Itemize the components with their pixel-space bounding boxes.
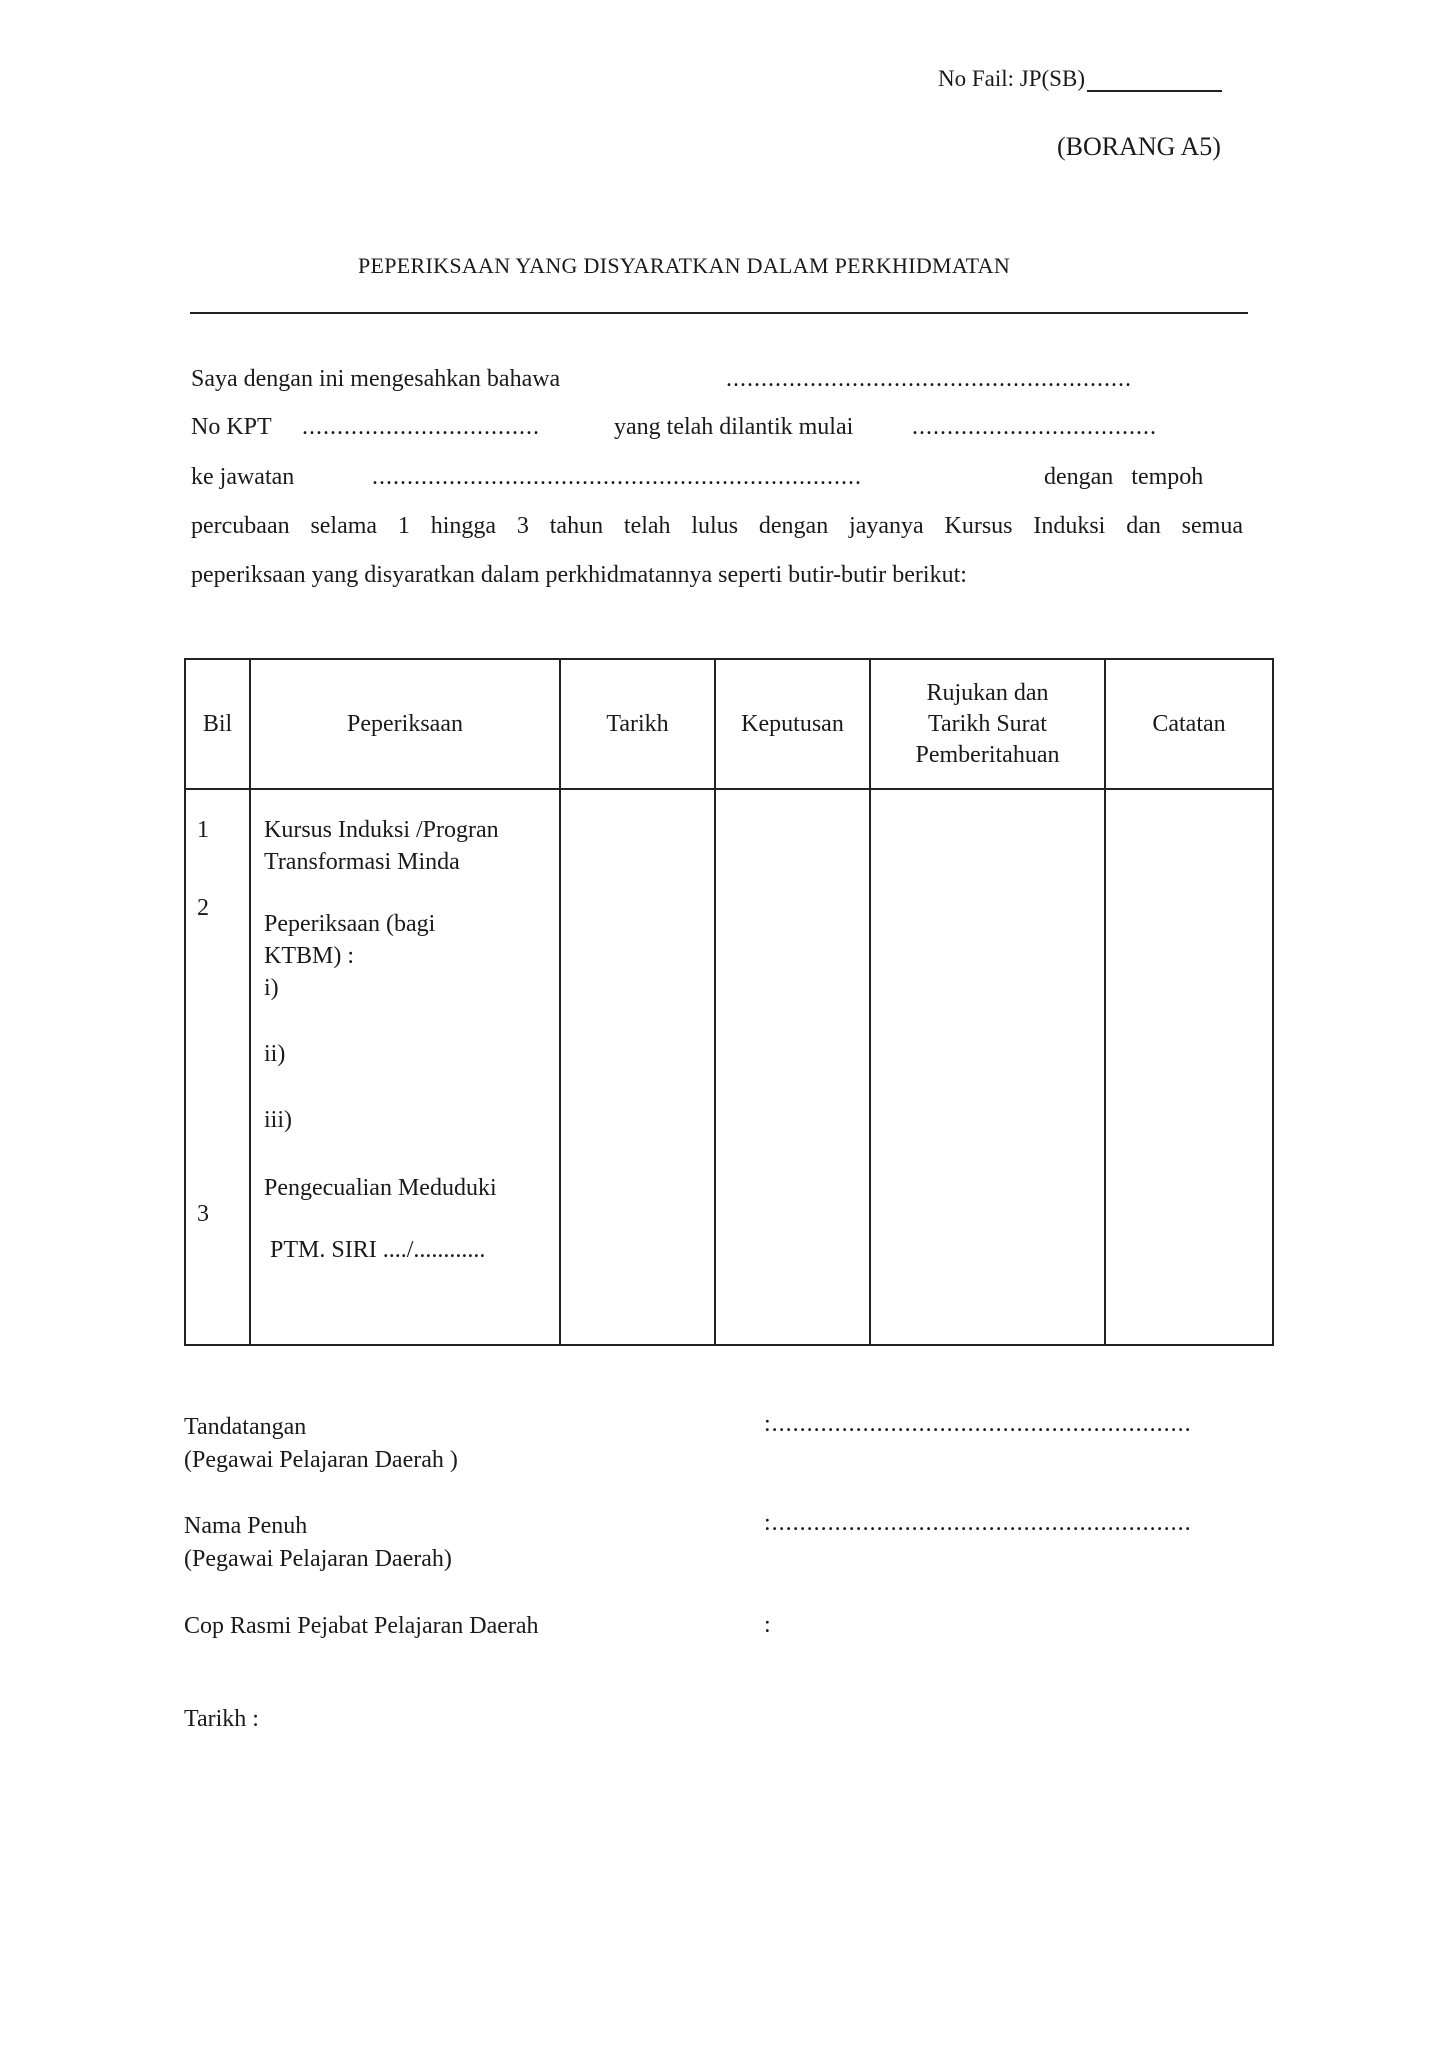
row-2-number: 2 — [197, 895, 209, 921]
tarikh-cell — [560, 789, 715, 1345]
file-number-blank — [1087, 68, 1222, 92]
row-1-number: 1 — [197, 817, 209, 843]
bil-cell — [185, 789, 250, 1345]
declaration-line-5: peperiksaan yang disyaratkan dalam perkhidmatannya seperti butir-butir berikut: — [191, 562, 967, 588]
table-header-row — [185, 659, 1273, 789]
table-body-row — [185, 789, 1273, 1345]
full-name-sublabel: (Pegawai Pelajaran Daerah) — [184, 1546, 452, 1572]
col-header-tarikh: Tarikh — [560, 659, 715, 789]
row-1-line-1: Kursus Induksi /Progran — [264, 817, 499, 843]
date-label: Tarikh : — [184, 1706, 259, 1732]
signature-sublabel: (Pegawai Pelajaran Daerah ) — [184, 1447, 458, 1473]
row-1-line-2: Transformasi Minda — [264, 849, 460, 875]
col-header-bil: Bil — [185, 659, 250, 789]
rujukan-line-2: Tarikh Surat — [928, 710, 1047, 737]
official-stamp-label: Cop Rasmi Pejabat Pelajaran Daerah — [184, 1613, 539, 1639]
row-2-item-ii: ii) — [264, 1041, 286, 1067]
catatan-cell — [1105, 789, 1273, 1345]
declaration-line-4: percubaan selama 1 hingga 3 tahun telah lulus dengan jayanya Kursus Induksi dan semua — [191, 513, 1243, 539]
row-2-line-2: KTBM) : — [264, 943, 354, 969]
rujukan-line-3: Pemberitahuan — [915, 741, 1060, 768]
signature-fill-dots: :............................................................ — [764, 1411, 1192, 1437]
signature-label: Tandatangan — [184, 1414, 307, 1440]
appointed-since-text: yang telah dilantik mulai — [614, 414, 854, 440]
row-2-line-1: Peperiksaan (bagi — [264, 911, 436, 937]
col-header-peperiksaan: Peperiksaan — [250, 659, 560, 789]
full-name-fill-dots: :............................................................ — [764, 1510, 1192, 1536]
appointed-date-fill-dots: ................................... — [912, 414, 1157, 440]
page-title: PEPERIKSAAN YANG DISYARATKAN DALAM PERKHIDMATAN — [358, 253, 1011, 278]
keputusan-cell — [715, 789, 870, 1345]
title-divider — [190, 312, 1248, 314]
col-header-keputusan: Keputusan — [715, 659, 870, 789]
rujukan-line-1: Rujukan dan — [926, 679, 1049, 706]
position-fill-dots: ...................................................................... — [372, 464, 862, 490]
row-3-line-1: Pengecualian Meduduki — [264, 1175, 497, 1201]
declaration-line-1: Saya dengan ini mengesahkan bahawa — [191, 366, 561, 392]
examination-table — [184, 658, 1274, 1346]
row-2-item-i: i) — [264, 975, 279, 1001]
col-header-catatan: Catatan — [1105, 659, 1273, 789]
full-name-label: Nama Penuh — [184, 1513, 308, 1539]
file-number-label: No Fail: JP(SB) — [938, 66, 1085, 91]
row-3-line-2: PTM. SIRI ..../............ — [270, 1237, 486, 1263]
duration-text: dengan tempoh — [1044, 464, 1204, 490]
row-2-item-iii: iii) — [264, 1107, 292, 1133]
form-code: (BORANG A5) — [1057, 132, 1221, 161]
name-fill-dots: .......................................................... — [726, 366, 1132, 392]
col-header-rujukan — [870, 659, 1105, 789]
rujukan-cell — [870, 789, 1105, 1345]
peperiksaan-cell — [250, 789, 560, 1345]
file-number — [938, 66, 1222, 92]
row-3-number: 3 — [197, 1201, 209, 1227]
official-stamp-colon: : — [764, 1612, 771, 1638]
kpt-label: No KPT — [191, 414, 272, 440]
kpt-fill-dots: .................................. — [302, 414, 540, 440]
position-label: ke jawatan — [191, 464, 295, 490]
